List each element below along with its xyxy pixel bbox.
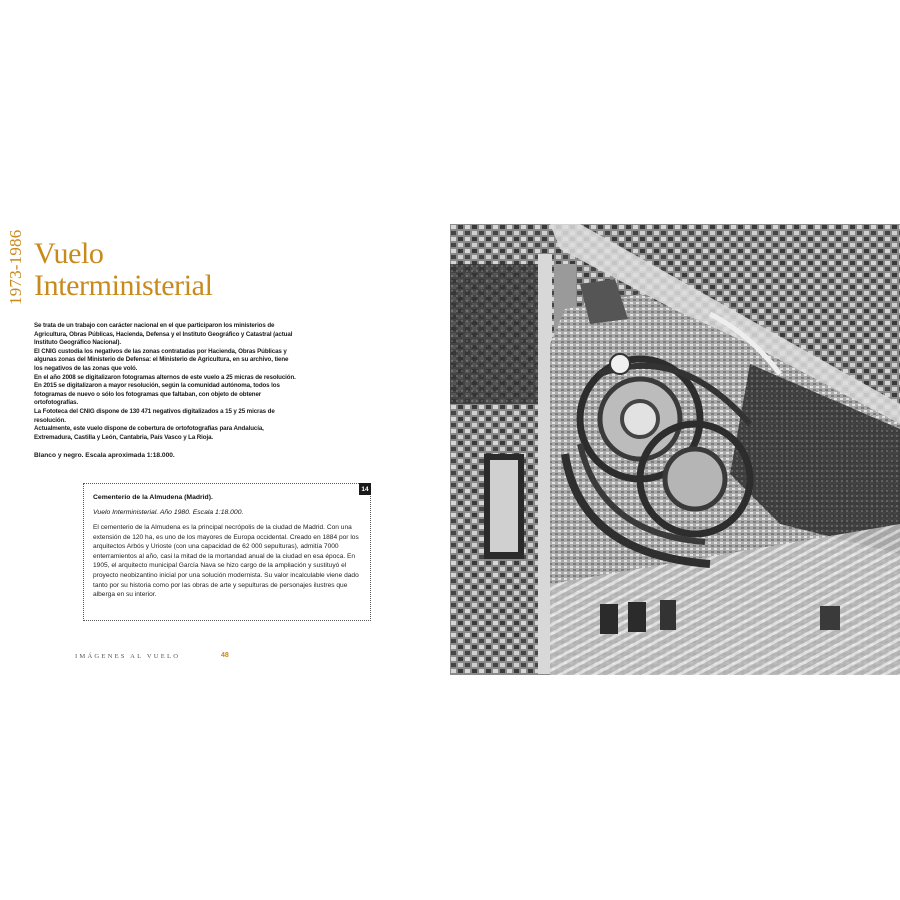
caption-text: El cementerio de la Almudena es la principal necrópolis de la ciudad de Madrid. Con una extensión de 120 ha, es uno de los mayores de Europa occidental. Creado en 1884 por los arquitectos Arbós y Urioste (con una capacidad de 62 000 sepulturas), admitía 7000 enterramientos al año, casi la mitad de la mortandad anual de la ciudad en esa época. En 1905, el arquitecto municipal García Nava se hizo cargo de la ampliación y sustituyó el proyecto neobizantino inicial por una solución modernista. Su valor incalculable viene dado tanto por su historia como por las obras de arte y sepulturas de personajes ilustres que alberga en su interior.	[93, 524, 359, 599]
aerial-photo	[450, 224, 900, 675]
caption-number-badge: 14	[359, 483, 371, 495]
title-line-1: Vuelo	[34, 237, 104, 270]
year-range: 1973-1986	[6, 229, 25, 305]
intro-text	[34, 322, 296, 442]
intro-paragraph: Actualmente, este vuelo dispone de cobertura de ortofotografías para Andalucía, Extremadura, Castilla y León, Cantabria, País Vasco y La Rioja.	[34, 425, 264, 441]
scale-note: Blanco y negro. Escala aproximada 1:18.000.	[34, 452, 175, 459]
intro-paragraph: En el año 2008 se digitalizaron fotogramas alternos de este vuelo a 25 micras de resolución. En 2015 se digitalizaron a mayor resolución, según la comunidad autónoma, todos los fotogramas de nuevo o sólo los fotogramas que faltaban, con objeto de obtener ortofotografías.	[34, 373, 296, 407]
intro-paragraph: La Fototeca del CNIG dispone de 130 471 negativos digitalizados a 15 y 25 micras de resolución.	[34, 407, 275, 424]
caption-title: Cementerio de la Almudena (Madrid).	[93, 494, 213, 501]
photo-caption-box	[83, 483, 371, 621]
title-line-2: Interministerial	[34, 269, 213, 302]
footer-book-title: IMÁGENES AL VUELO	[75, 653, 181, 660]
intro-paragraph: El CNIG custodia los negativos de las zonas contratadas por Hacienda, Obras Públicas y algunas zonas del Ministerio de Defensa: el Ministerio de Agricultura, en su archivo, tiene los negativos de las zonas que voló.	[34, 347, 289, 372]
caption-subtitle: Vuelo Interministerial. Año 1980. Escala 1:18.000.	[93, 509, 244, 516]
page-title	[34, 238, 264, 302]
intro-paragraph: Se trata de un trabajo con carácter nacional en el que participaron los ministerios de Agricultura, Obras Públicas, Hacienda, Defensa y el Instituto Geográfico y Catastral (actual Instituto Geográfico Nacional).	[34, 322, 293, 347]
page-number: 48	[221, 652, 229, 659]
